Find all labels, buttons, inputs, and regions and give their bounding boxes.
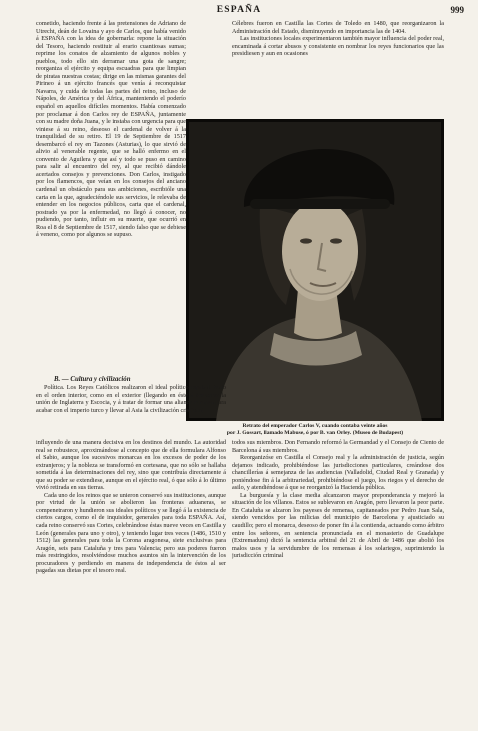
portrait-eye-right: [330, 238, 342, 243]
left-lower-paragraph-1: Política. Los Reyes Católicos realizaron el ideal político español, tanto en el orden interior, como en el exterior (llegando en éste á favorecer la unión de Inglaterra y Escocia, y á tratar de formar una alianza europea para acabar con el imperio turco y llevar al Asia la civilización cristiana): [36, 384, 226, 414]
caption-line-2: por J. Gossart, llamado Mabuse, ó por B. van Orley. (Museo de Budapest): [226, 429, 404, 436]
page-number: 999: [450, 5, 464, 15]
top-right-paragraph-2: Las instituciones locales experimentaron también mayor influencia del poder real, encaminada á cortar abusos y consistente en nombrar los reyes funcionarios que las presidiesen y aun en ocasiones: [232, 35, 444, 58]
top-right-paragraph-1: Célebres fueron en Castilla las Cortes de Toledo en 1480, que reorganizaron la Administración del Estado, disminuyendo en importancia las de 1404.: [232, 20, 444, 35]
top-right-column: [232, 20, 444, 116]
bottom-right-paragraph-2: Reorganizóse en Castilla el Consejo real y la administración de justicia, según dejamos indicado, prohibiéndose las jurisdicciones particulares, creándose dos chancillerías á semejanza de las audiencias (Valladolid, Ciudad Real y Granada) y poniéndose fin á la arbitrariedad, prohibiéndose el juego, los riegos y el derecho de asilo, y atendiéndose á que se reorganizó la Hacienda pública.: [232, 454, 444, 492]
left-lower-column: [36, 384, 226, 440]
bottom-left-paragraph-2: Cada uno de los reinos que se unieron conservó sus instituciones, aunque por virtud de la unión se abolieron las fronteras aduaneras, se compenetraron y hundieron sus ideales políticos y se llegó á la existencia de ciertos cargos, como el de inquisidor, generales para toda ESPAÑA. Así, cada reino conservó sus Cortes, celebrándose éstas nueve veces en Castilla y León (generales para uno y otro), y teniendo lugar tres veces (1486, 1510 y 1512) las generales para toda la Corona aragonesa, siete exclusivas para Aragón, seis para Cataluña y tres para Valencia; pero sus poderes fueron más restringidos, resolviéndose muchos asuntos sin la intervención de los procuradores y perdiendo en manera de independencia de éstos al ser pagadas sus dietas por el tesoro real.: [36, 491, 226, 575]
running-head: ESPAÑA: [216, 5, 262, 15]
portrait-hat-brim: [250, 199, 390, 209]
left-column: [36, 20, 186, 374]
left-paragraph-1: cometido, haciendo frente á las pretensiones de Adriano de Utrecht, deán de Lovaina y ayo de Carlos, que había venido á ESPAÑA con la idea de gobernarla: repone la situación del Tesoro, haciendo restituir al erario cuantiosas sumas; reprime los conatos de alzamiento de algunos nobles y pueblos, todo ello sin derramar una gota de sangre; reorganiza el ejército y equipa escuadras para que limpian de piratas nuestras costas; dirige en las mismas garantes del Pirineo á un ejército francés que venía á reconquistar Navarra, y cuida de todas las partes del reino, incluso de Nápoles, de América y del África, manteniendo el poderío español en aquellos difíciles momentos. Había comenzado por proclamar á don Carlos rey de ESPAÑA, juntamente con su madre doña Juana, y le instaba con urgencia para que viniese á su reino, deseoso el cardenal de volver á la tranquilidad de su retiro. El 19 de Septiembre de 1517 desembarcó el rey en Tazones (Asturias), lo que sirvió de alivio al venerable regente, que se halló enfermo en el convento de Aguilera y que así y todo se puso en camino para salir al encuentro del rey, al que recibió dándole acertados consejos y prevenciones. Don Carlos, instigado por los flamencos, que veían en los consejos del anciano cardenal un obstáculo para sus ambiciones, escribióle una carta en la que, agradeciéndole sus servicios, le relevaba de entender en los negocios públicos, carta que el cardenal, postrado ya por la enfermedad, no llegó á conocer, no pudiendo, por tanto, influir en su muerte, que ocurrió en Roa el 8 de Septiembre de 1517, siendo falso que se debiese á veneno, como por algunos se supuso.: [36, 20, 186, 239]
bottom-right-paragraph-1: todos sus miembros. Don Fernando reformó la Germandad y el Consejo de Ciento de Barcelona á sus miembros.: [232, 439, 444, 454]
section-heading: B. — Cultura y civilización: [54, 376, 131, 383]
portrait-eye-left: [300, 238, 312, 243]
bottom-right-column: [232, 439, 444, 729]
bottom-left-column: [36, 439, 226, 729]
bottom-left-paragraph-1: influyendo de una manera decisiva en los destinos del mundo. La autoridad real se robustece, aproximándose al concepto que de ella formulara Alfonso el Sabio, aunque los sucesivos monarcas en los excesos de poder de los extranjeros; y la nobleza se transformó en cortesana, que no sólo se hallaba sometida á las determinaciones del rey, sino que contribuía directamente á que su poder se extendiese, aunque en el ejército real, ó que sólo á lo último vivió retirada en sus tierras.: [36, 439, 226, 492]
bottom-right-paragraph-3: La burguesía y la clase media alcanzaron mayor preponderancia y mejoró la situación de los villanos. Estos se sublevaron en Aragón, pero llevaron la peor parte. En Cataluña se alzaron los payeses de remensa, capitaneados por Pedro Juan Sala, siendo vencidos por las milicias del municipio de Barcelona y ajusticiado su caudillo; pero el monarca, deseoso de poner fin á la contienda, actuando como árbitro entre los señores, en sentencia pronunciada en el monasterio de Guadalupe (Extremadura) dictó la sentencia arbitral del 21 de Abril de 1486 que abolió los malos usos y la servidumbre de los remensas á los solariegos, suprimiendo la jurisdicción criminal: [232, 491, 444, 560]
caption-line-1: Retrato del emperador Carlos V, cuando contaba veinte años: [242, 423, 388, 429]
